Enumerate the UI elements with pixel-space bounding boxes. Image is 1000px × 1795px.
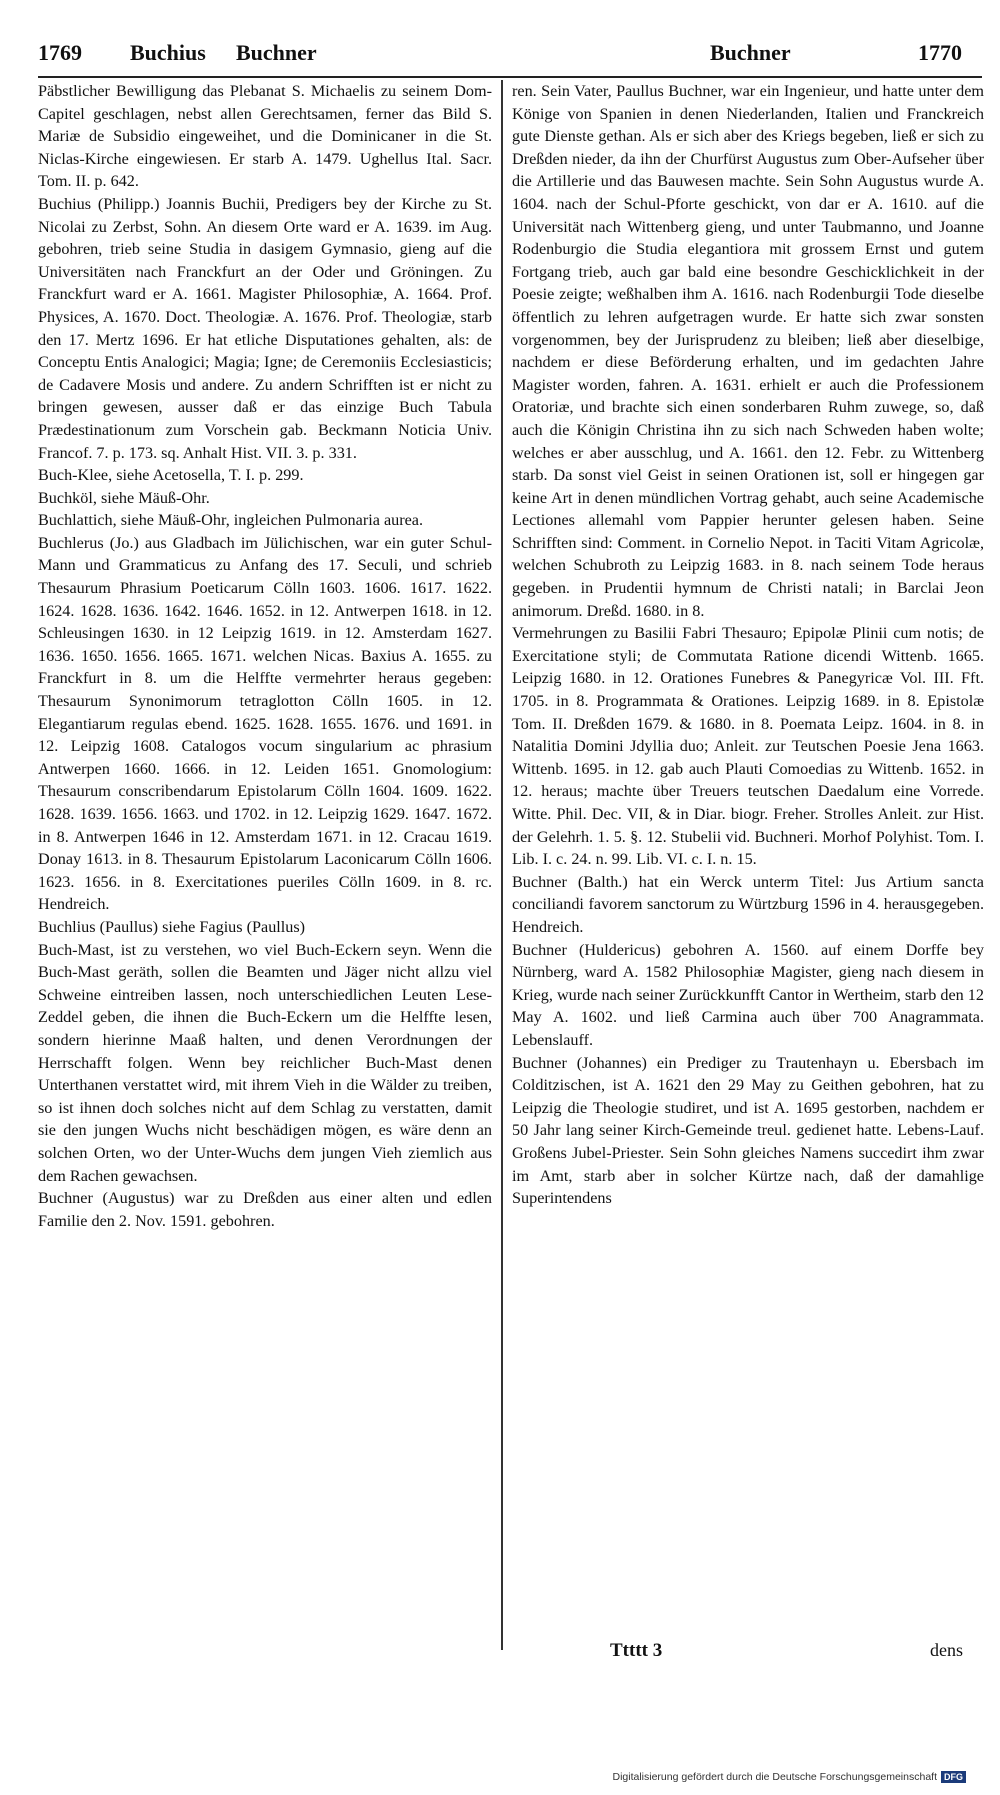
entry-text: Buchner (Johannes) ein Prediger zu Trautenhayn u. Ebersbach im Colditzischen, ist A. 1621 den 29 May zu Geithen gebohren, hat zu Leipzig die Theologie studiret, und ist A. 1695 gestorben, nachdem er 50 Jahr lang seiner Kirch-Gemeinde treul. gedienet hatte. Lebens-Lauf. Großens Jubel-Priester. Sein Sohn gleiches Namens succedirt ihm zwar im Amt, starb aber in solcher Kürtze nach, daß der damahlige Superintendens [512,1053,984,1208]
entry-text: Buchius (Philipp.) Joannis Buchii, Predigers bey der Kirche zu St. Nicolai zu Zerbst, Sohn. An diesem Orte ward er A. 1639. im Aug. gebohren, trieb seine Studia in dasigem Gymnasio, gieng auf die Universitäten nach Franckfurt an der Oder und Gröningen. Zu Franckfurt ward er A. 1661. Magister Philosophiæ, A. 1664. Prof. Physices, A. 1670. Doct. Theologiæ. A. 1676. Prof. Theologiæ, starb den 17. Mertz 1696. Er hat etliche Disputationes gehalten, als: de Conceptu Entis Analogici; Magia; Igne; de Ceremoniis Ecclesiasticis; de Cadavere Mosis und andere. Zu andern Schrifften ist er nicht zu bringen gewesen, ausser daß er das einzige Buch Tabula Prædestinationum zum Vorschein gab. Beckmann Noticia Univ. Francof. 7. p. 173. sq. Anhalt Hist. VII. 3. p. 331. [38,194,492,462]
entry-text: Buchköl, siehe Mäuß-Ohr. [38,488,210,507]
entry-text: Buchlattich, siehe Mäuß-Ohr, ingleichen Pulmonaria aurea. [38,511,424,530]
left-column [38,80,492,1232]
digitization-credit [612,1771,966,1783]
credit-text: Digitalisierung gefördert durch die Deutsche Forschungsgemeinschaft [612,1771,937,1783]
entry-text: Vermehrungen zu Basilii Fabri Thesauro; Epipolæ Plinii cum notis; de Exercitatione styli; de Commutata Ratione dicendi Wittenb. 1665. Leipzig 1680. in 12. Orationes Funebres & Panegyricæ Vol. III. Fft. 1705. in 8. Programmata & Orationes. Leipzig 1689. in 8. Epistolæ Tom. II. Dreßden 1679. & 1680. in 8. Poemata Leipz. 1604. in 8. in Natalitia Domini Jdyllia duo; Anleit. zur Teutschen Poesie Jena 1663. Wittenb. 1695. in 12. gab auch Plauti Comoedias zu Wittenb. 1652. in 12. heraus; machte über Treuers teutschen Daedalum eine Vorrede. Witte. Phil. Dec. VII, & in Diar. biogr. Freher. Strolles Anleit. zur Hist. der Gelehrh. 1. 5. §. 12. Stubelii vid. Buchneri. Morhof Polyhist. Tom. I. Lib. I. c. 24. n. 99. Lib. VI. c. I. n. 15. [512,624,984,869]
entry-text: Buchner (Augustus) war zu Dreßden aus einer alten und edlen Familie den 2. Nov. 1591. gebohren. [38,1189,492,1230]
dfg-logo: DFG [941,1771,966,1783]
entry-text: Päbstlicher Bewilligung das Plebanat S. Michaelis zu seinem Dom-Capitel geschlagen, nebst allen Gerechtsamen, ferner das Bild S. Mariæ de Subsidio eingeweihet, und die Dominicaner in die St. Niclas-Kirche eingewiesen. Er starb A. 1479. Ughellus Ital. Sacr. Tom. II. p. 642. [38,82,492,191]
right-column [512,80,984,1210]
entry-text: Buch-Klee, siehe Acetosella, T. I. p. 299. [38,466,304,485]
header-rule [38,76,982,78]
entry-text: Buch-Mast, ist zu verstehen, wo viel Buch-Eckern seyn. Wenn die Buch-Mast geräth, sollen die Beamten und Jäger nicht allzu viel Schweine eintreiben lassen, noch unterschiedlichen Leuten Lese-Zeddel geben, die ihnen die Buch-Eckern um die Helffte lesen, sondern hierinne Maaß halten, und denen Verordnungen der Herrschafft folgen. Wenn bey reichlicher Buch-Mast denen Unterthanen verstattet wird, mit ihrem Vieh in die Wälder zu treiben, so ist ihnen doch solches nicht auf dem Schlag zu verstatten, damit sie den jungen Wuchs nicht beschädigen mögen, es wäre denn an solchen Orten, wo der Unter-Wuchs dem jungen Vieh ziemlich aus dem Rachen gewachsen. [38,940,492,1185]
running-head-left-a: Buchius [130,40,206,65]
entry-text: Buchlius (Paullus) siehe Fagius (Paullus) [38,917,306,936]
page-number-right: 1770 [918,40,962,65]
entry-text: Buchner (Balth.) hat ein Werck unterm Titel: Jus Artium sancta conciliandi favorem sanctorum zu Würtzburg 1596 in 4. herausgegeben. Hendreich. [512,872,984,936]
catchword: dens [930,1640,963,1660]
entry-text: Buchlerus (Jo.) aus Gladbach im Jülichischen, war ein guter Schul-Mann und Grammaticus zu Anfang des 17. Seculi, und schrieb Thesaurum Phrasium Poeticarum Cölln 1603. 1606. 1617. 1622. 1624. 1628. 1636. 1642. 1646. 1652. in 12. Antwerpen 1618. in 12. Schleusingen 1630. in 12 Leipzig 1619. in 12. Amsterdam 1627. 1636. 1650. 1656. 1665. 1671. welchen Nicas. Baxius A. 1655. zu Franckfurt in 8. um die Helffte vermehrter heraus gegeben: Thesaurum Synonimorum tetraglotton Cölln 1605. in 12. Elegantiarum regulas ebend. 1625. 1628. 1655. 1676. und 1691. in 12. Leipzig 1608. Catalogos vocum singularium ac phrasium Antwerpen 1660. 1666. in 12. Leiden 1651. Gnomologium: Thesaurum conscribendarum Epistolarum Cölln 1604. 1609. 1622. 1628. 1639. 1656. 1663. und 1702. in 12. Leipzig 1629. 1647. 1672. in 8. Antwerpen 1646 in 12. Amsterdam 1671. in 12. Cracau 1619. Donay 1613. in 8. Thesaurum Epistolarum Laconicarum Cölln 1606. 1623. 1656. in 8. Exercitationes pueriles Cölln 1609. in 8. rc. Hendreich. [38,533,492,914]
page-number-left: 1769 [38,40,82,65]
signature-mark: Ttttt 3 [610,1640,663,1661]
column-divider [501,80,503,1650]
running-head-left-b: Buchner [236,40,317,65]
entry-text: ren. Sein Vater, Paullus Buchner, war ein Ingenieur, und hatte unter dem Könige von Spanien in denen Niederlanden, Italien und Franckreich gute Dienste gethan. Als er sich aber des Kriegs begeben, ließ er sich zu Dreßden nieder, da ihn der Churfürst Augustus zum Ober-Aufseher über die Artillerie und das Bauwesen machte. Sein Sohn Augustus wurde A. 1604. nach der Schul-Pforte geschickt, von dar er A. 1610. auf die Universität nach Wittenberg gieng, und unter Taubmanno, und Joanne Rodenburgio die Studia elegantiora mit grossem Ernst und gutem Fortgang trieb, auch gar bald eine besondre Geschicklichkeit in der Poesie zeigte; weßhalben ihm A. 1616. nach Rodenburgii Tode dieselbe öffentlich zu lehren aufgetragen wurde. Er hatte sich zwar sonsten vorgenommen, bey der Jurisprudenz zu bleiben; ließ aber dieselbige, nachdem er diese Beförderung erhalten, und im gedachten Jahre Magister worden, fahren. A. 1631. erhielt er auch die Professionem Oratoriæ, und brachte sich einen sonderbaren Ruhm zuwege, so, daß auch die Königin Christina ihn zu sich nach Schweden haben wolte; welches er aber ausschlug, und A. 1661. den 12. Febr. zu Wittenberg starb. Da sonst viel Geist in seinen Orationen ist, soll er hingegen gar keine Art in denen mündlichen Vortrag gehabt, auch seine Academische Lectiones allemahl vom Pappier herunter gelesen haben. Seine Schrifften sind: Comment. in Cornelio Nepot. in Taciti Vitam Agricolæ, welchen Schubroth zu Leipzig 1683. in 8. nach seinem Tode heraus gegeben. in Prudentii hymnum de Christi natali; in Barclai Jeon animorum. Dreßd. 1680. in 8. [512,82,984,620]
running-head-right: Buchner [710,40,791,65]
entry-text: Buchner (Huldericus) gebohren A. 1560. auf einem Dorffe bey Nürnberg, ward A. 1582 Philosophiæ Magister, gieng nach diesem in Krieg, wurde nach seiner Zurückkunfft Cantor in Wertheim, starb den 12 May A. 1602. und ließ Carmina auch über 700 Anagrammata. Lebenslauff. [512,940,984,1049]
page-header [38,36,984,76]
